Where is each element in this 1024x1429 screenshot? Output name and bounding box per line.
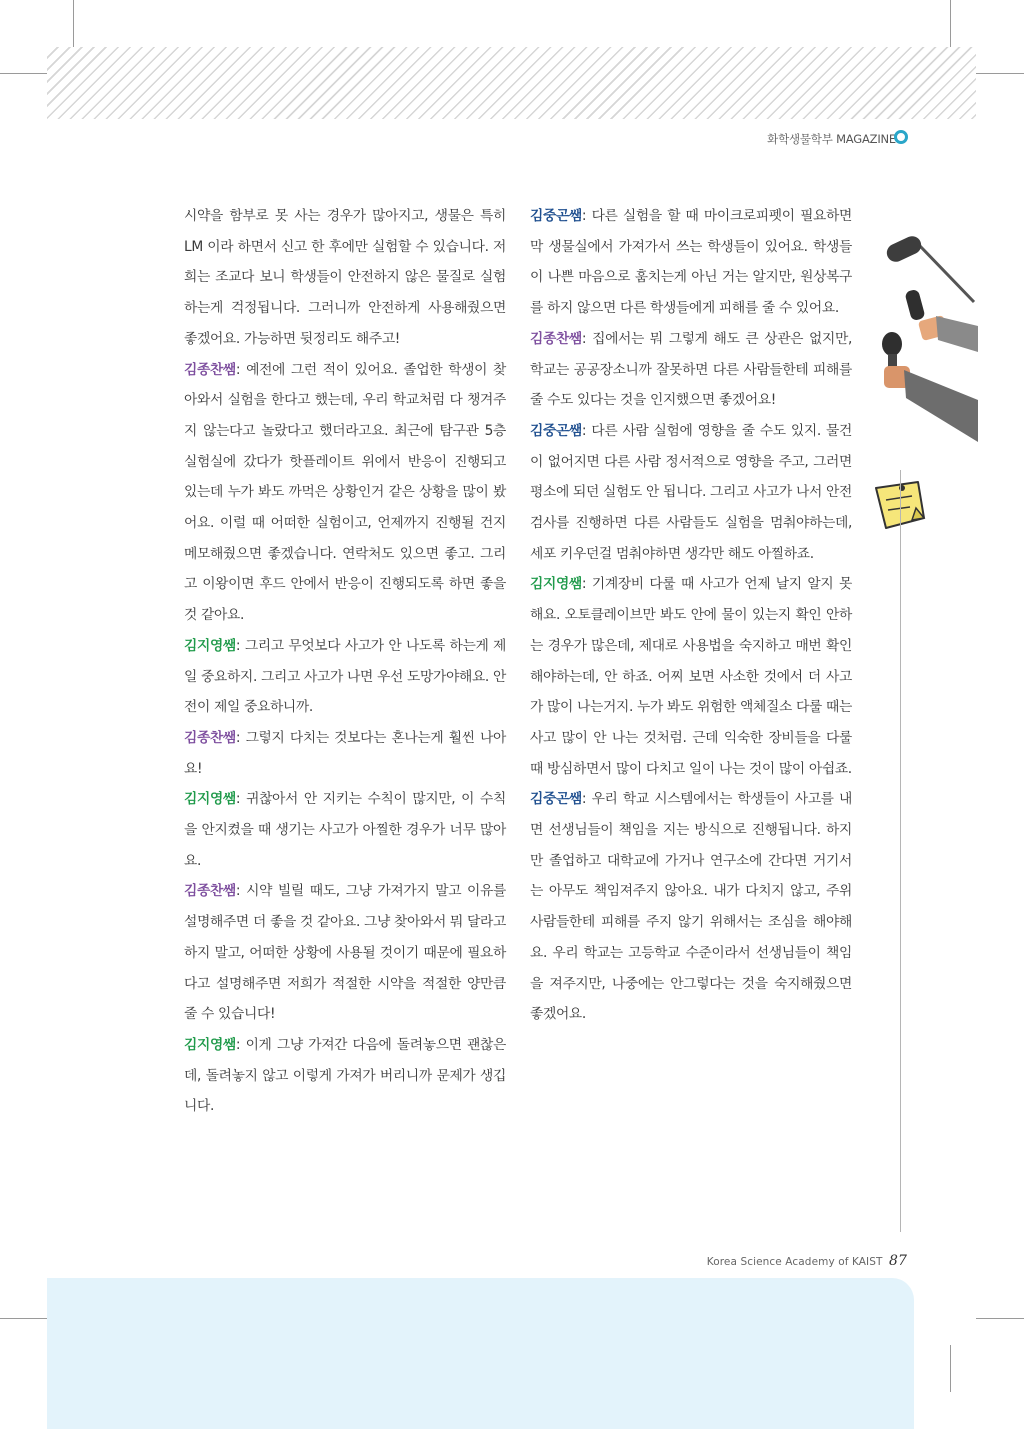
speaker-name: 김중곤쌤 <box>530 422 582 439</box>
crop-mark <box>950 1345 951 1392</box>
paragraph <box>530 784 852 1030</box>
paragraph-text: : 그리고 무엇보다 사고가 안 나도록 하는게 제일 중요하지. 그리고 사고가 나면 우선 도망가야해요. 안전이 제일 중요하니까. <box>184 637 506 716</box>
crop-mark <box>73 0 74 47</box>
paragraph <box>184 631 506 723</box>
paragraph <box>184 355 506 631</box>
page-footer <box>707 1253 907 1269</box>
speaker-name: 김지영쌤 <box>184 1036 236 1053</box>
speaker-name: 김종찬쌤 <box>530 330 582 347</box>
right-text-column <box>530 201 852 1030</box>
crop-mark <box>0 73 47 74</box>
margin-rule <box>900 470 901 1232</box>
paragraph-text: : 귀찮아서 안 지키는 수칙이 많지만, 이 수칙을 안지켰을 때 생기는 사고가 아찔한 경우가 너무 많아요. <box>184 791 506 869</box>
left-text-column <box>184 201 506 1122</box>
paragraph <box>184 1030 506 1122</box>
paragraph-text: 시약을 함부로 못 사는 경우가 많아지고, 생물은 특히 LM 이라 하면서 신고 한 후에만 실험할 수 있습니다. 저희는 조교다 보니 학생들이 안전하지 않은 물질로 실험하는게 걱정됩니다. 그러니까 안전하게 사용해줬으면 좋겠어요. 가능하면 뒷정리도 해주고! <box>184 208 506 347</box>
paragraph <box>530 416 852 570</box>
paragraph-text: : 집에서는 뭐 그렇게 해도 큰 상관은 없지만, 학교는 공공장소니까 잘못하면 다른 사람들한테 피해를 줄 수도 있다는 것을 인지했으면 좋겠어요! <box>530 330 852 409</box>
footer-band <box>47 1278 914 1429</box>
page-number: 87 <box>888 1253 907 1269</box>
sleeve-icon <box>904 370 978 442</box>
header-hatch-band <box>47 47 976 119</box>
paragraph <box>184 723 506 784</box>
speaker-name: 김지영쌤 <box>530 576 582 593</box>
speaker-name: 김중곤쌤 <box>530 791 582 808</box>
paragraph-text: : 시약 빌릴 때도, 그냥 가져가지 말고 이유를 설명해주면 더 좋을 것 같아요. 그냥 찾아와서 뭐 달라고 하지 말고, 어떠한 상황에 사용될 것이기 때문에 필요하다고 설명해주면 저희가 적절한 시약을 적절한 양만큼 줄 수 있습니다! <box>184 883 506 1023</box>
paragraph <box>184 876 506 1030</box>
circle-icon <box>894 130 908 144</box>
paragraph <box>184 201 506 355</box>
crop-mark <box>976 1318 1024 1319</box>
paragraph-text: : 이게 그냥 가져간 다음에 돌려놓으면 괜찮은데, 돌려놓지 않고 이렇게 가져가 버리니까 문제가 생깁니다. <box>184 1036 506 1115</box>
sleeve-icon <box>936 316 978 352</box>
speaker-name: 김지영쌤 <box>184 791 236 808</box>
paragraph <box>530 324 852 416</box>
boom-pole <box>920 246 974 302</box>
paragraph-text: : 다른 실험을 할 때 마이크로피펫이 필요하면 막 생물실에서 가져가서 쓰는 학생들이 있어요. 학생들이 나쁜 마음으로 훔치는게 아닌 거는 알지만, 원상복구를 하지 않으면 다른 학생들에게 피해를 줄 수 있어요. <box>530 208 852 317</box>
microphones-illustration <box>878 232 978 442</box>
paragraph-text: : 우리 학교 시스템에서는 학생들이 사고를 내면 선생님들이 책임을 지는 방식으로 진행됩니다. 하지만 졸업하고 대학교에 가거나 연구소에 간다면 거기서는 아무도 책임져주지 않아요. 내가 다치지 않고, 주위 사람들한테 피해를 주지 않기 위해서는 조심을 해야해요. 우리 학교는 고등학교 수준이라서 선생님들이 책임을 져주지만, 나중에는 안그렇다는 것을 숙지해줬으면 좋겠어요. <box>530 791 852 1023</box>
paragraph-text: : 그렇지 다치는 것보다는 혼나는게 훨씬 나아요! <box>184 729 506 777</box>
crop-mark <box>950 0 951 47</box>
paragraph <box>530 201 852 324</box>
paragraph <box>184 784 506 876</box>
speaker-name: 김지영쌤 <box>184 637 236 654</box>
paragraph-text: : 기계장비 다룰 때 사고가 언제 날지 알지 못해요. 오토클레이브만 봐도 안에 물이 있는지 확인 안하는 경우가 많은데, 제대로 사용법을 숙지하고 매번 확인해야하는데, 안 하죠. 어찌 보면 사소한 것에서 더 사고가 많이 나는거지. 누가 봐도 위험한 액체질소 다룰 때는 사고 많이 안 나는 것처럼. 근데 익숙한 장비들을 다룰 때 방심하면서 많이 다치고 일이 나는 것이 많이 아쉽죠. <box>530 576 852 777</box>
speaker-name: 김종찬쌤 <box>184 361 236 378</box>
crop-mark <box>976 73 1024 74</box>
boom-mic-icon <box>884 233 924 265</box>
paragraph-text: : 다른 사람 실험에 영향을 줄 수도 있지. 물건이 없어지면 다른 사람 정서적으로 영향을 주고, 그러면 평소에 되던 실험도 안 됩니다. 그리고 사고가 나서 안전검사를 진행하면 다른 사람들도 실험을 멈춰야하는데, 세포 키우던걸 멈춰야하면 생각만 해도 아찔하죠. <box>530 422 852 562</box>
crop-mark <box>0 1318 47 1319</box>
paragraph <box>530 569 852 784</box>
speaker-name: 김종찬쌤 <box>184 729 236 746</box>
speaker-name: 김종찬쌤 <box>184 883 236 900</box>
mic-icon <box>904 289 925 322</box>
footer-text: Korea Science Academy of KAIST <box>706 1256 883 1268</box>
sticky-note-icon <box>872 478 932 532</box>
speaker-name: 김중곤쌤 <box>530 208 582 224</box>
paragraph-text: : 예전에 그런 적이 있어요. 졸업한 학생이 찾아와서 실험을 한다고 했는데, 우리 학교처럼 다 챙겨주지 않는다고 놀랐다고 했더라고요. 최근에 탐구관 5층 실험실에 갔다가 핫플레이트 위에서 반응이 진행되고 있는데 누가 봐도 까먹은 상황인거 같은 상황을 많이 봤어요. 이럴 때 어떠한 실험이고, 언제까지 진행될 건지 메모해줬으면 좋겠습니다. 연락처도 있으면 좋고. 그리고 이왕이면 후드 안에서 반응이 진행되도록 하면 좋을 것 같아요. <box>184 361 506 624</box>
mic-icon <box>882 332 902 356</box>
magazine-title: 화학생물학부 MAGAZINE <box>767 132 896 146</box>
